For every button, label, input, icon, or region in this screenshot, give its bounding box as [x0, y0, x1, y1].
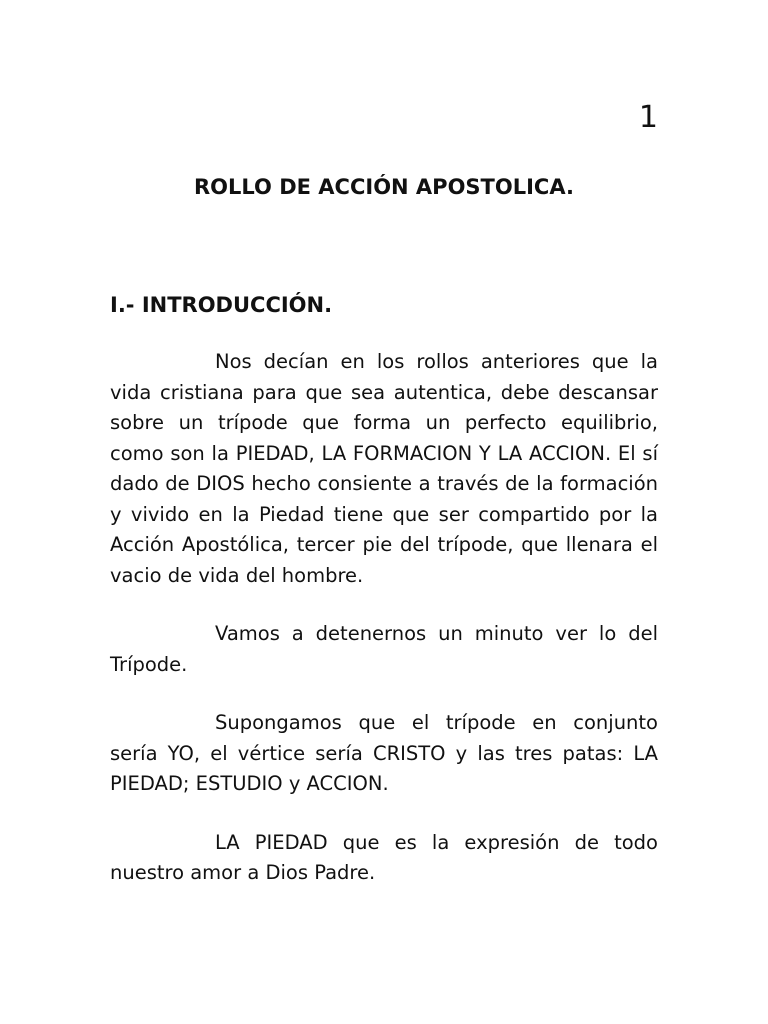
paragraph-1: Nos decían en los rollos anteriores que la vida cristiana para que sea autentica, debe descansar sobre un trípode que forma un perfecto equilibrio, como son la PIEDAD, LA FORMACION Y LA ACCION. El sí dado de DIOS hecho consiente a través de la formación y vivido en la Piedad tiene que ser compartido por la Acción Apostólica, tercer pie del trípode, que llenara el vacio de vida del hombre.	[110, 350, 658, 587]
page-number: 1	[638, 100, 658, 135]
document-title: ROLLO DE ACCIÓN APOSTOLICA.	[194, 175, 574, 199]
section-heading: I.- INTRODUCCIÓN.	[110, 293, 333, 317]
paragraph-2: Vamos a detenernos un minuto ver lo del Trípode.	[110, 622, 658, 676]
paragraph-4: LA PIEDAD que es la expresión de todo nuestro amor a Dios Padre.	[110, 830, 658, 884]
body-text	[110, 347, 658, 889]
paragraph-3: Supongamos que el trípode en conjunto sería YO, el vértice sería CRISTO y las tres patas: LA PIEDAD; ESTUDIO y ACCION.	[110, 711, 658, 795]
